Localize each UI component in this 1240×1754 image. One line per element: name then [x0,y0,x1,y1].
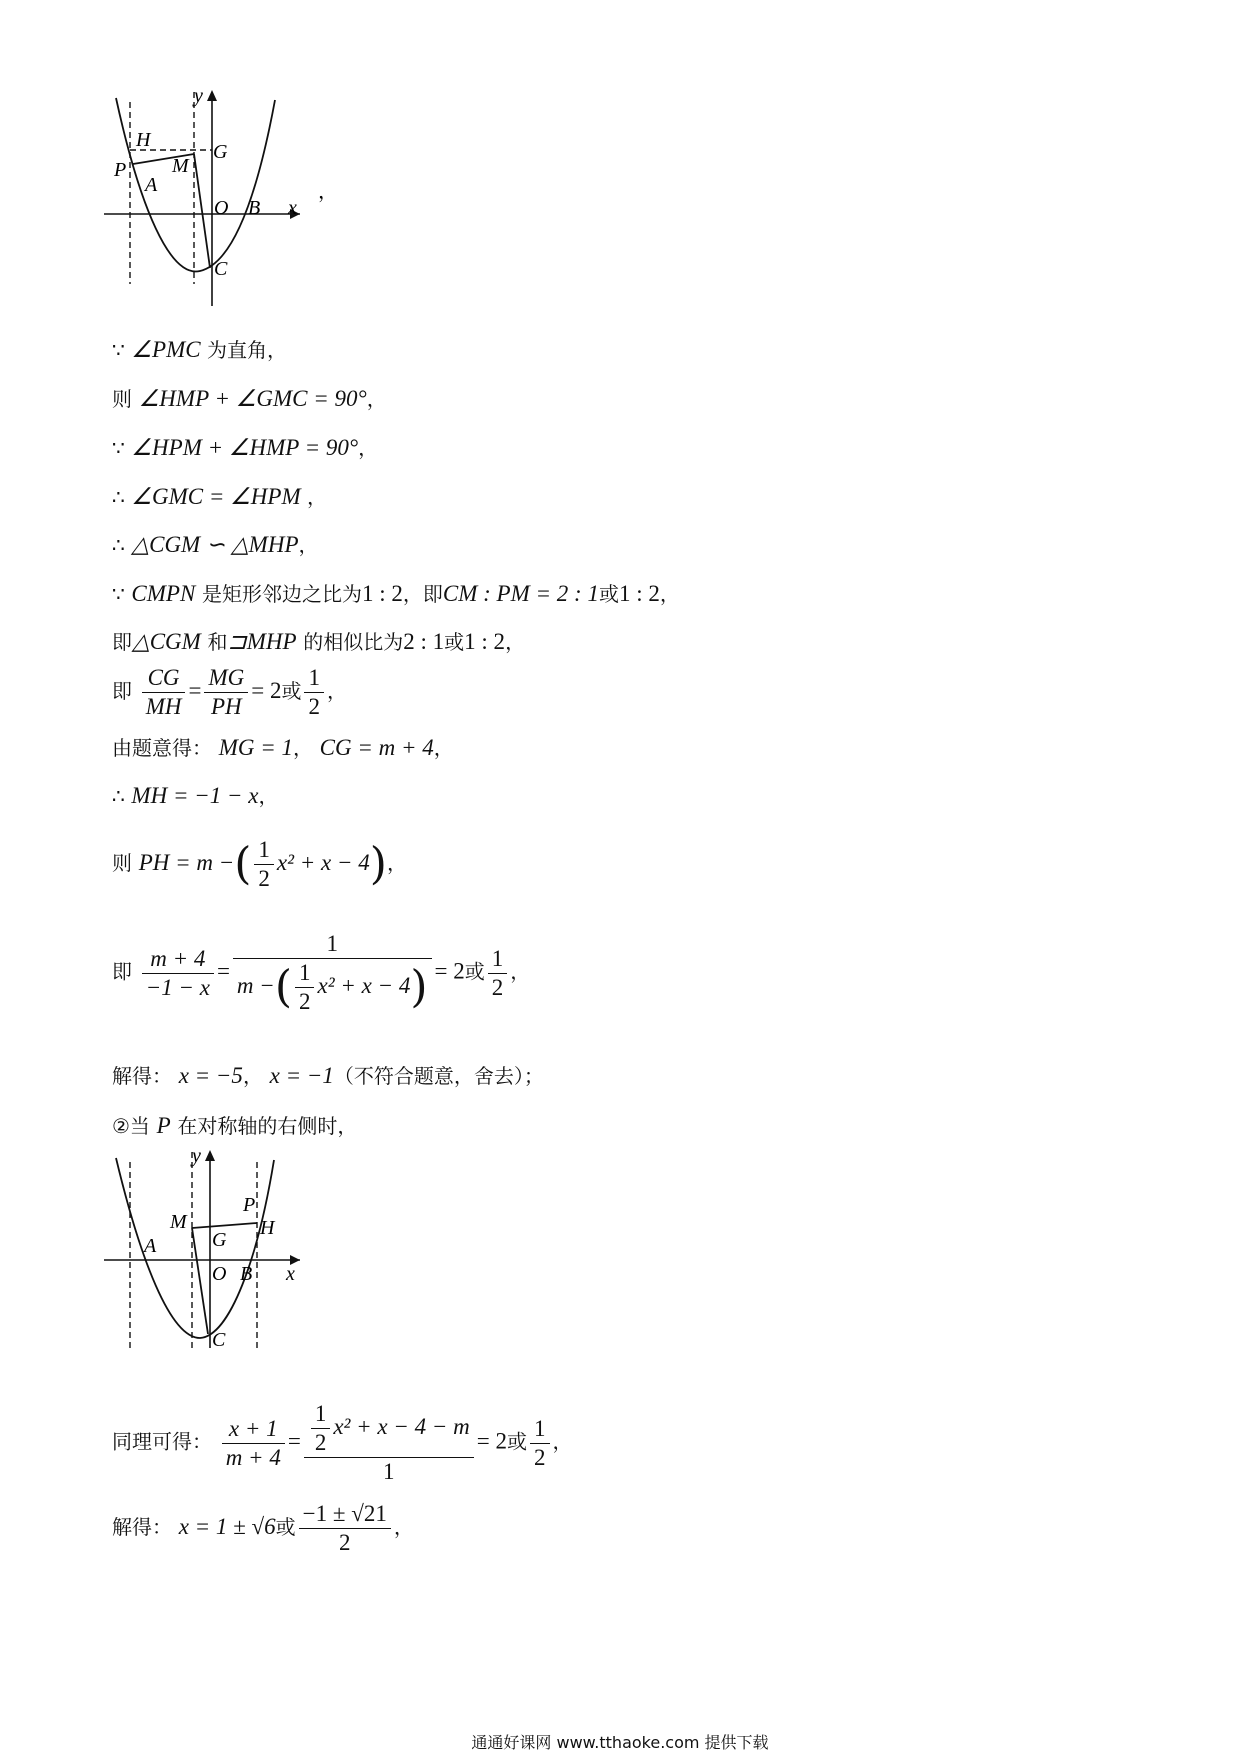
text: 即 [112,959,132,984]
text: 和 [207,630,228,654]
text: 解得： [112,1515,172,1539]
numerator: 1 [233,930,432,959]
angle-pmc: ∠PMC [131,337,201,362]
numerator: m + 4 [142,945,214,974]
text: 或 [598,582,619,606]
tail: ， [300,485,327,509]
line-angle-equal [112,482,327,512]
fraction-sqrt21 [299,1500,391,1557]
left-paren: ( [274,961,292,1013]
line-similarly [112,1400,573,1486]
ratio: 2 : 1 [403,629,445,654]
figure-1-trailing-comma: ， [318,181,338,203]
text: 在对称轴的右侧时， [177,1114,358,1138]
denominator: MH [145,694,182,719]
fraction-half [295,959,315,1016]
equals: = [188,678,202,703]
numerator: −1 ± √21 [299,1500,391,1529]
solution: x = −1 [269,1063,334,1088]
tail: ， [552,1429,573,1454]
figure-1-parabola-diagram [100,88,480,318]
denominator: 2 [339,1530,351,1555]
tail: ， [505,630,526,654]
equation: ∠HPM + ∠HMP = 90° [131,435,359,460]
or: 或 [281,679,302,703]
y-axis-arrow [205,1150,215,1161]
equation: PH = m − [138,850,235,875]
tail: ， [298,533,319,557]
triangle: ⊐MHP [227,629,297,654]
label-G: G [212,1229,227,1251]
rhs: = 2 [434,958,465,984]
tail: ， [358,436,379,460]
numerator: x + 1 [222,1415,285,1444]
label-y: y [194,88,203,107]
polynomial: x² + x − 4 − m [333,1414,470,1439]
fraction-m4 [142,945,214,1002]
label-P: P [114,159,127,181]
text: ，即 [402,582,443,606]
fraction-x1 [222,1415,285,1472]
label-H: H [136,129,151,151]
line-similar-triangles [112,530,319,560]
tail: ， [393,1515,414,1539]
text: ②当 [112,1114,150,1138]
text: 或 [444,630,465,654]
label-C: C [212,1329,226,1351]
denominator: 2 [258,866,270,891]
footer-watermark: 通通好课网 www.tthaoke.com 提供下载 [471,1733,769,1752]
label-P: P [243,1194,256,1216]
tail: ， [258,784,279,808]
segment-mc [192,1228,208,1334]
tail: ， [510,959,531,984]
label-M: M [172,155,189,177]
line-solution-2 [112,1500,414,1557]
polynomial: x² + x − 4 [276,850,370,875]
ratio: 1 : 2 [464,629,506,654]
because-symbol: ∵ [112,436,125,460]
fraction-compound [233,930,432,1016]
label-H: H [260,1217,275,1239]
parabola-curve [116,98,275,271]
denominator: 2 [298,989,311,1014]
den-left: m − [236,973,275,998]
rhs: = 2 [251,678,282,703]
line-ph [112,836,407,893]
tail: ， [433,736,454,760]
line-right-angle [112,335,287,365]
denominator: 2 [314,1430,327,1455]
figure-2-parabola-diagram [100,1148,320,1358]
left-paren: ( [234,838,252,890]
segment-mh [192,1223,257,1228]
label-y: y [192,1148,201,1167]
right-paren: ) [369,838,387,890]
equation: ∠GMC = ∠HPM [131,484,301,509]
fraction-half [311,1400,331,1457]
denominator: PH [211,694,242,719]
text: 则 [112,387,132,411]
numerator: CG [142,664,186,693]
fraction-half [530,1415,550,1472]
sep: ， [292,736,313,760]
similarity: △CGM ∽ △MHP [131,532,299,557]
label-A: A [145,174,158,196]
point-p: P [156,1113,171,1138]
label-x: x [286,1263,295,1285]
fraction-half [304,664,324,721]
text: 即 [112,679,132,703]
line-rectangle-ratio [112,579,680,609]
rhs: = 2 [476,1428,508,1454]
label-M: M [170,1211,187,1233]
fraction-compound [304,1400,474,1486]
therefore-symbol: ∴ [112,533,125,557]
line-mh [112,781,278,811]
label-O: O [212,1263,227,1285]
tail: ， [386,851,407,875]
ratio: 1 : 2 [362,581,403,606]
ratio: 1 : 2 [618,581,660,606]
equals: = [287,1428,301,1454]
line-angle-sum-1 [112,384,387,414]
tail: ， [659,582,680,606]
numerator: 1 [311,1400,331,1429]
fraction-half [488,945,508,1002]
numerator: MG [204,664,248,693]
text: 则 [112,851,132,875]
denominator: 2 [308,694,320,719]
label-G: G [213,141,228,163]
text: 同理可得： [112,1429,212,1454]
denominator: m + 4 [225,1444,281,1470]
equation: MH = −1 − x [131,783,259,808]
tail: ， [366,387,387,411]
or: 或 [507,1429,528,1454]
label-x: x [288,197,297,219]
tail: ， [326,679,347,703]
numerator: 1 [304,664,324,693]
because-symbol: ∵ [112,582,125,606]
ratio-eq: CM : PM = 2 : 1 [442,581,599,606]
label-O: O [214,197,229,219]
numerator: 1 [488,945,508,974]
or: 或 [275,1515,296,1539]
line-fraction-ratio [112,664,347,721]
solution: x = 1 ± √6 [178,1514,276,1539]
segment-mc [194,154,210,268]
denominator [233,959,432,1016]
text: （不符合题意，舍去）； [333,1064,544,1088]
right-paren: ) [410,961,428,1013]
numerator: 1 [254,836,274,865]
equation: ∠HMP + ∠GMC = 90° [138,386,367,411]
solution: x = −5 [178,1063,243,1088]
because-symbol: ∵ [112,338,125,362]
text: 由题意得： [112,736,212,760]
equals: = [216,958,230,984]
fraction-cg-mh [142,664,186,721]
line-given [112,733,454,763]
triangle: △CGM [132,629,201,654]
y-axis-arrow [207,90,217,101]
text: 即 [112,630,132,654]
line-similarity-ratio [112,627,525,657]
or: 或 [464,959,485,984]
line-solution-1 [112,1061,544,1091]
sep: ， [242,1064,263,1088]
numerator: 1 [530,1415,550,1444]
line-angle-sum-2 [112,433,378,463]
therefore-symbol: ∴ [112,485,125,509]
denominator: 2 [534,1444,546,1470]
therefore-symbol: ∴ [112,784,125,808]
label-A: A [144,1235,157,1257]
line-compound-fraction [112,930,530,1016]
fraction-mg-ph [204,664,248,721]
line-case-2 [112,1111,357,1141]
numerator: 1 [295,959,315,988]
label-B: B [240,1263,253,1285]
polynomial: x² + x − 4 [317,973,411,998]
denominator: 2 [491,974,504,1000]
text: 解得： [112,1064,172,1088]
denominator: −1 − x [145,974,210,1000]
label-B: B [248,197,261,219]
denominator: 1 [383,1459,395,1484]
numerator [304,1400,474,1458]
equation: CG = m + 4 [319,735,434,760]
text: 为直角， [200,338,287,362]
text: 是矩形邻边之比为 [202,582,362,606]
rect-name: CMPN [131,581,196,606]
label-C: C [214,258,228,280]
text: 的相似比为 [303,630,404,654]
fraction-half [254,836,274,893]
equation: MG = 1 [218,735,293,760]
